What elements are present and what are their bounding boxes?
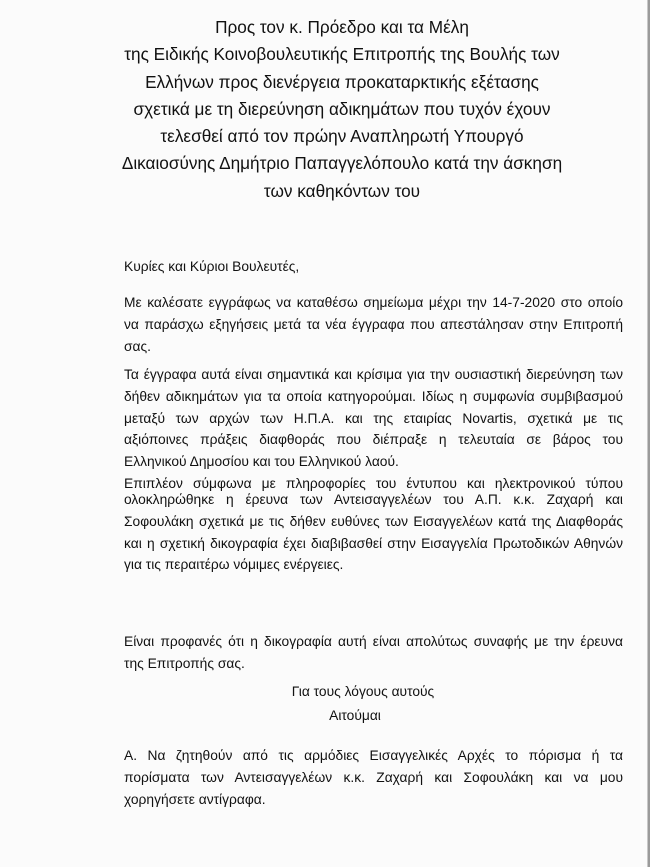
- paragraph-line: μεταξύ των αρχών των Η.Π.Α. και της εταιρίας Novartis, σχετικά με τις: [124, 410, 623, 426]
- paragraph-line: Τα έγγραφα αυτά είναι σημαντικά και κρίσιμα για την ουσιαστική διερεύνηση των: [124, 367, 623, 382]
- salutation: Κυρίες και Κύριοι Βουλευτές,: [124, 259, 300, 274]
- request-paragraph: [124, 745, 623, 810]
- paragraph-line: και η σχετική δικογραφία έχει διαβιβασθεί στην Εισαγγελία Πρωτοδικών Αθηνών: [124, 535, 623, 551]
- heading-line: της Ειδικής Κοινοβουλευτικής Επιτροπής της Βουλής των: [124, 44, 560, 65]
- body-paragraph: [124, 631, 623, 675]
- request-line: Αιτούμαι: [329, 708, 381, 723]
- heading-line: σχετικά με τη διερεύνηση αδικημάτων που τυχόν έχουν: [133, 98, 551, 119]
- heading-line: των καθηκόντων του: [263, 180, 421, 201]
- paragraph-line: Με καλέσατε εγγράφως να καταθέσω σημείωμα μέχρι την 14-7-2020 στο οποίο: [124, 295, 623, 310]
- heading-line: Ελλήνων προς διενέργεια προκαταρκτικής εξέτασης: [145, 71, 539, 92]
- paragraph-line: πορίσματα των Αντεισαγγελέων κ.κ. Ζαχαρή και Σοφουλάκη και να μου: [124, 769, 623, 785]
- heading-line: Δικαιοσύνης Δημήτριο Παπαγγελόπουλο κατά την άσκηση: [121, 153, 563, 174]
- paragraph-line: Α. Να ζητηθούν από τις αρμόδιες Εισαγγελικές Αρχές το πόρισμα ή τα: [124, 748, 623, 763]
- body-paragraph: [124, 489, 623, 576]
- paragraph-line: δήθεν αδικημάτων για τα οποία κατηγορούμαι. Ιδίως η συμφωνία συμβιβασμού: [124, 388, 623, 404]
- paragraph-line: αξιόποινες πράξεις διαφθοράς που διέπραξε η τελευταία σε βάρος του: [124, 432, 623, 448]
- paragraph-line: σας.: [124, 338, 151, 354]
- paragraph-line: ολοκληρώθηκε η έρευνα των Αντεισαγγελέων του Α.Π. κ.κ. Ζαχαρή και: [124, 492, 623, 507]
- paragraph-line: για τις περαιτέρω νόμιμες ενέργειες.: [124, 557, 344, 573]
- body-paragraph: [124, 364, 623, 495]
- paragraph-line: χορηγήσετε αντίγραφα.: [124, 791, 266, 807]
- body-paragraph: [124, 292, 623, 357]
- reason-line: Για τους λόγους αυτούς: [291, 684, 435, 699]
- paragraph-line: της Επιτροπής σας.: [124, 655, 245, 671]
- heading-line: τελεσθεί από τον πρώην Αναπληρωτή Υπουργό: [160, 126, 524, 147]
- heading-line: Προς τον κ. Πρόεδρο και τα Μέλη: [215, 17, 469, 37]
- paragraph-line: να παράσχω εξηγήσεις μετά τα νέα έγγραφα που απεστάλησαν στην Επιτροπή: [124, 316, 623, 332]
- document-heading: [0, 14, 650, 205]
- paragraph-line: Σοφουλάκη σχετικά με τις δήθεν ευθύνες των Εισαγγελέων κατά της Διαφθοράς: [124, 513, 623, 529]
- paragraph-line: Είναι προφανές ότι η δικογραφία αυτή είναι απολύτως συναφής με την έρευνα: [124, 634, 623, 649]
- paragraph-line: Επιπλέον σύμφωνα με πληροφορίες του έντυπου και ηλεκτρονικού τύπου: [124, 475, 623, 491]
- paragraph-line: Ελληνικού Δημοσίου και του Ελληνικού λαού.: [124, 454, 399, 470]
